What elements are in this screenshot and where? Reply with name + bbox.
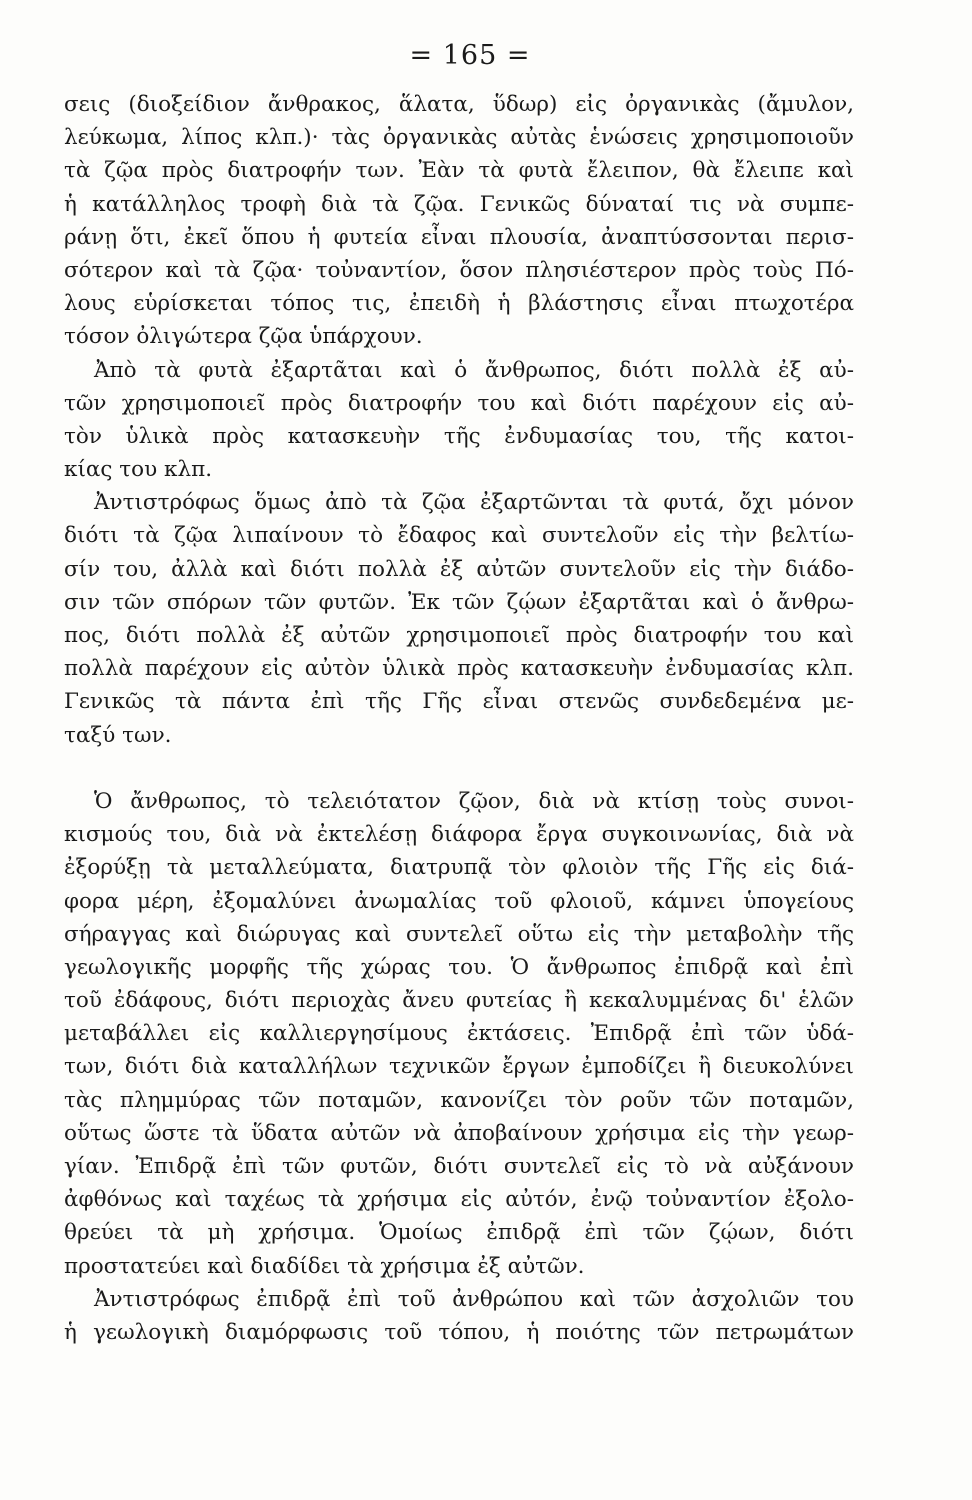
text-line: τὰ ζῷα πρὸς διατροφήν των. Ἐὰν τὰ φυτὰ ἔλειπον, θὰ ἔλειπε καὶ <box>64 158 854 184</box>
text-line: προστατεύει καὶ διαδίδει τὰ χρήσιμα ἐξ αὐτῶν. <box>64 1253 585 1279</box>
text-line: πος, διότι πολλὰ ἐξ αὐτῶν χρησιμοποιεῖ πρὸς διατροφήν του καὶ <box>64 623 854 648</box>
text-line: ράνῃ ὅτι, ἐκεῖ ὅπου ἡ φυτεία εἶναι πλουσία, ἀναπτύσσονται περισ- <box>64 224 854 250</box>
text-line: τῶν χρησιμοποιεῖ πρὸς διατροφήν του καὶ διότι παρέχουν εἰς αὐ- <box>64 390 854 416</box>
paragraph <box>64 486 854 752</box>
text-line: λους εὑρίσκεται τόπος τις, ἐπειδὴ ἡ βλάστησις εἶναι πτωχοτέρα <box>64 291 854 317</box>
text-line: σήραγγας καὶ διώρυγας καὶ συντελεῖ οὕτω εἰς τὴν μεταβολὴν τῆς <box>64 921 854 947</box>
text-line: Γενικῶς τὰ πάντα ἐπὶ τῆς Γῆς εἶναι στενῶς συνδεδεμένα με- <box>64 689 854 715</box>
text-line: Ἀντιστρόφως ὅμως ἀπὸ τὰ ζῷα ἐξαρτῶνται τὰ φυτά, ὄχι μόνον <box>94 490 854 516</box>
text-line: σίν του, ἀλλὰ καὶ διότι πολλὰ ἐξ αὐτῶν συντελοῦν εἰς τὴν διάδο- <box>64 556 854 582</box>
text-line: πολλὰ παρέχουν εἰς αὐτὸν ὑλικὰ πρὸς κατασκευὴν ἐνδυμασίας κλπ. <box>64 656 854 682</box>
text-line: σεις (διοξείδιον ἄνθρακος, ἅλατα, ὕδωρ) εἰς ὀργανικὰς (ἄμυλον, <box>64 92 854 117</box>
text-line: τὸν ὑλικὰ πρὸς κατασκευὴν τῆς ἐνδυμασίας του, τῆς κατοι- <box>64 423 854 449</box>
text-line: Ἀπὸ τὰ φυτὰ ἐξαρτᾶται καὶ ὁ ἄνθρωπος, διότι πολλὰ ἐξ αὐ- <box>94 357 854 383</box>
text-line: γεωλογικῆς μορφῆς τῆς χώρας του. Ὁ ἄνθρωπος ἐπιδρᾷ καὶ ἐπὶ <box>64 954 854 980</box>
text-line: σότερον καὶ τὰ ζῷα· τοὐναντίον, ὅσον πλησιέστερον πρὸς τοὺς Πό- <box>64 257 854 283</box>
text-line: μεταβάλλει εἰς καλλιεργησίμους ἐκτάσεις. Ἐπιδρᾷ ἐπὶ τῶν ὑδά- <box>64 1021 854 1047</box>
page-number: = 165 = <box>409 40 531 71</box>
text-line: θρεύει τὰ μὴ χρήσιμα. Ὁμοίως ἐπιδρᾷ ἐπὶ τῶν ζῴων, διότι <box>64 1220 854 1246</box>
text-line: κισμούς του, διὰ νὰ ἐκτελέσῃ διάφορα ἔργα συγκοινωνίας, διὰ νὰ <box>64 822 854 848</box>
text-line: τόσον ὀλιγώτερα ζῷα ὑπάρχουν. <box>64 324 423 350</box>
text-line: τοῦ ἐδάφους, διότι περιοχὰς ἄνευ φυτείας ἢ κεκαλυμμένας δι' ἑλῶν <box>64 988 854 1014</box>
text-line: λεύκωμα, λίπος κλπ.)· τὰς ὀργανικὰς αὐτὰς ἑνώσεις χρησιμοποιοῦν <box>64 125 854 151</box>
text-line: κίας του κλπ. <box>64 457 213 483</box>
body-text <box>64 88 854 1349</box>
text-line: οὕτως ὥστε τὰ ὕδατα αὐτῶν νὰ ἀποβαίνουν χρήσιμα εἰς τὴν γεωρ- <box>64 1120 854 1146</box>
paragraph <box>64 354 854 487</box>
text-line: ἡ κατάλληλος τροφὴ διὰ τὰ ζῷα. Γενικῶς δύναταί τις νὰ συμπε- <box>64 191 854 217</box>
text-line: φορα μέρη, ἐξομαλύνει ἀνωμαλίας τοῦ φλοιοῦ, κάμνει ὑπογείους <box>64 888 854 914</box>
text-line: σιν τῶν σπόρων τῶν φυτῶν. Ἐκ τῶν ζῴων ἐξαρτᾶται καὶ ὁ ἄνθρω- <box>64 589 854 615</box>
paragraph <box>64 1283 854 1349</box>
text-line: Ἀντιστρόφως ἐπιδρᾷ ἐπὶ τοῦ ἀνθρώπου καὶ τῶν ἀσχολιῶν του <box>94 1286 854 1312</box>
text-line: ἡ γεωλογικὴ διαμόρφωσις τοῦ τόπου, ἡ ποιότης τῶν πετρωμάτων <box>64 1319 854 1345</box>
text-line: διότι τὰ ζῷα λιπαίνουν τὸ ἔδαφος καὶ συντελοῦν εἰς τὴν βελτίω- <box>64 523 854 549</box>
paragraph-gap <box>64 752 854 785</box>
paragraph <box>64 88 854 354</box>
text-line: ταξύ των. <box>64 722 172 748</box>
text-line: των, διότι διὰ καταλλήλων τεχνικῶν ἔργων ἐμποδίζει ἢ διευκολύνει <box>64 1054 854 1080</box>
text-line: τὰς πλημμύρας τῶν ποταμῶν, κανονίζει τὸν ροῦν τῶν ποταμῶν, <box>64 1087 854 1113</box>
text-line: Ὁ ἄνθρωπος, τὸ τελειότατον ζῷον, διὰ νὰ κτίσῃ τοὺς συνοι- <box>94 788 854 814</box>
text-line: γίαν. Ἐπιδρᾷ ἐπὶ τῶν φυτῶν, διότι συντελεῖ εἰς τὸ νὰ αὐξάνουν <box>64 1154 854 1179</box>
text-line: ἐξορύξῃ τὰ μεταλλεύματα, διατρυπᾷ τὸν φλοιὸν τῆς Γῆς εἰς διά- <box>64 855 854 881</box>
text-line: ἀφθόνως καὶ ταχέως τὰ χρήσιμα εἰς αὐτόν, ἐνῷ τοὐναντίον ἐξολο- <box>64 1187 854 1213</box>
paragraph <box>64 785 854 1283</box>
